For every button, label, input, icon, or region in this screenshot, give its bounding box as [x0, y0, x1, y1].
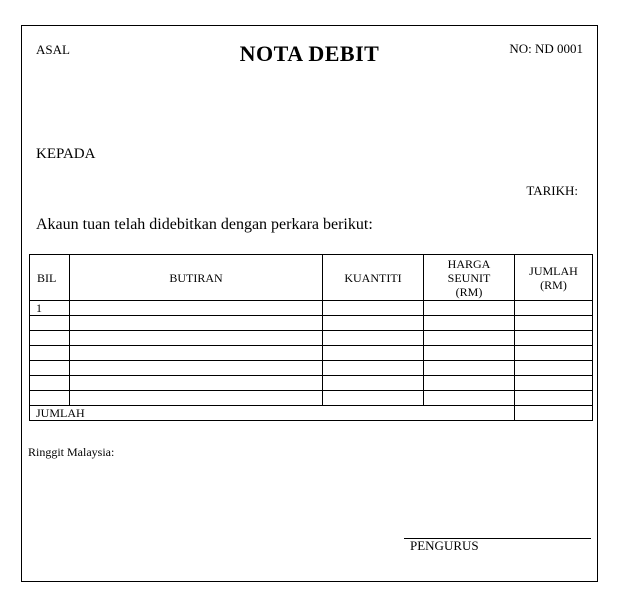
- total-label: JUMLAH: [30, 406, 515, 421]
- intro-text: Akaun tuan telah didebitkan dengan perkara berikut:: [36, 216, 373, 233]
- row-butiran[interactable]: [70, 316, 323, 331]
- table-row: [30, 346, 593, 361]
- row-bil: [30, 376, 70, 391]
- recipient-label: KEPADA: [36, 146, 96, 162]
- row-jumlah[interactable]: [515, 361, 593, 376]
- row-bil: 1: [30, 301, 70, 316]
- date-label: TARIKH:: [526, 183, 578, 198]
- row-harga[interactable]: [424, 316, 515, 331]
- column-header-jumlah-line2: (RM): [540, 277, 567, 292]
- row-butiran[interactable]: [70, 376, 323, 391]
- row-harga[interactable]: [424, 376, 515, 391]
- table-row: [30, 376, 593, 391]
- row-butiran[interactable]: [70, 391, 323, 406]
- row-kuantiti[interactable]: [323, 346, 424, 361]
- table-row: [30, 316, 593, 331]
- row-harga[interactable]: [424, 391, 515, 406]
- row-kuantiti[interactable]: [323, 361, 424, 376]
- table-header-row: [30, 255, 593, 301]
- signature-label: PENGURUS: [410, 538, 479, 553]
- row-jumlah[interactable]: [515, 301, 593, 316]
- row-bil: [30, 346, 70, 361]
- column-header-harga-line3: (RM): [455, 284, 483, 299]
- row-jumlah[interactable]: [515, 391, 593, 406]
- ringgit-malaysia-label: Ringgit Malaysia:: [28, 445, 115, 459]
- row-harga[interactable]: [424, 331, 515, 346]
- table-row: [30, 331, 593, 346]
- row-jumlah[interactable]: [515, 316, 593, 331]
- row-butiran[interactable]: [70, 331, 323, 346]
- document-title-text: NOTA DEBIT: [239, 41, 380, 66]
- table-row: [30, 301, 593, 316]
- row-kuantiti[interactable]: [323, 316, 424, 331]
- debit-note-form: [21, 25, 598, 582]
- row-bil: [30, 391, 70, 406]
- column-header-bil: BIL: [30, 255, 70, 301]
- row-jumlah[interactable]: [515, 331, 593, 346]
- total-row: [30, 406, 593, 421]
- items-table: [29, 254, 593, 421]
- row-jumlah[interactable]: [515, 346, 593, 361]
- row-kuantiti[interactable]: [323, 391, 424, 406]
- row-harga[interactable]: [424, 346, 515, 361]
- table-row: [30, 391, 593, 406]
- row-kuantiti[interactable]: [323, 331, 424, 346]
- row-harga[interactable]: [424, 301, 515, 316]
- row-bil: [30, 316, 70, 331]
- table-row: [30, 361, 593, 376]
- row-jumlah[interactable]: [515, 376, 593, 391]
- row-bil: [30, 331, 70, 346]
- row-butiran[interactable]: [70, 301, 323, 316]
- column-header-harga-line1: HARGA: [447, 256, 491, 271]
- row-bil: [30, 361, 70, 376]
- row-kuantiti[interactable]: [323, 376, 424, 391]
- document-number: NO: ND 0001: [509, 41, 583, 56]
- column-header-harga-line2: SEUNIT: [447, 270, 491, 285]
- row-harga[interactable]: [424, 361, 515, 376]
- column-header-jumlah-line1: JUMLAH: [529, 263, 578, 278]
- total-value[interactable]: [515, 406, 593, 421]
- copy-label: ASAL: [36, 42, 70, 57]
- column-header-butiran: BUTIRAN: [70, 255, 323, 301]
- column-header-harga: [424, 255, 515, 301]
- row-kuantiti[interactable]: [323, 301, 424, 316]
- column-header-jumlah: [515, 255, 593, 301]
- row-butiran[interactable]: [70, 361, 323, 376]
- row-butiran[interactable]: [70, 346, 323, 361]
- column-header-kuantiti: KUANTITI: [323, 255, 424, 301]
